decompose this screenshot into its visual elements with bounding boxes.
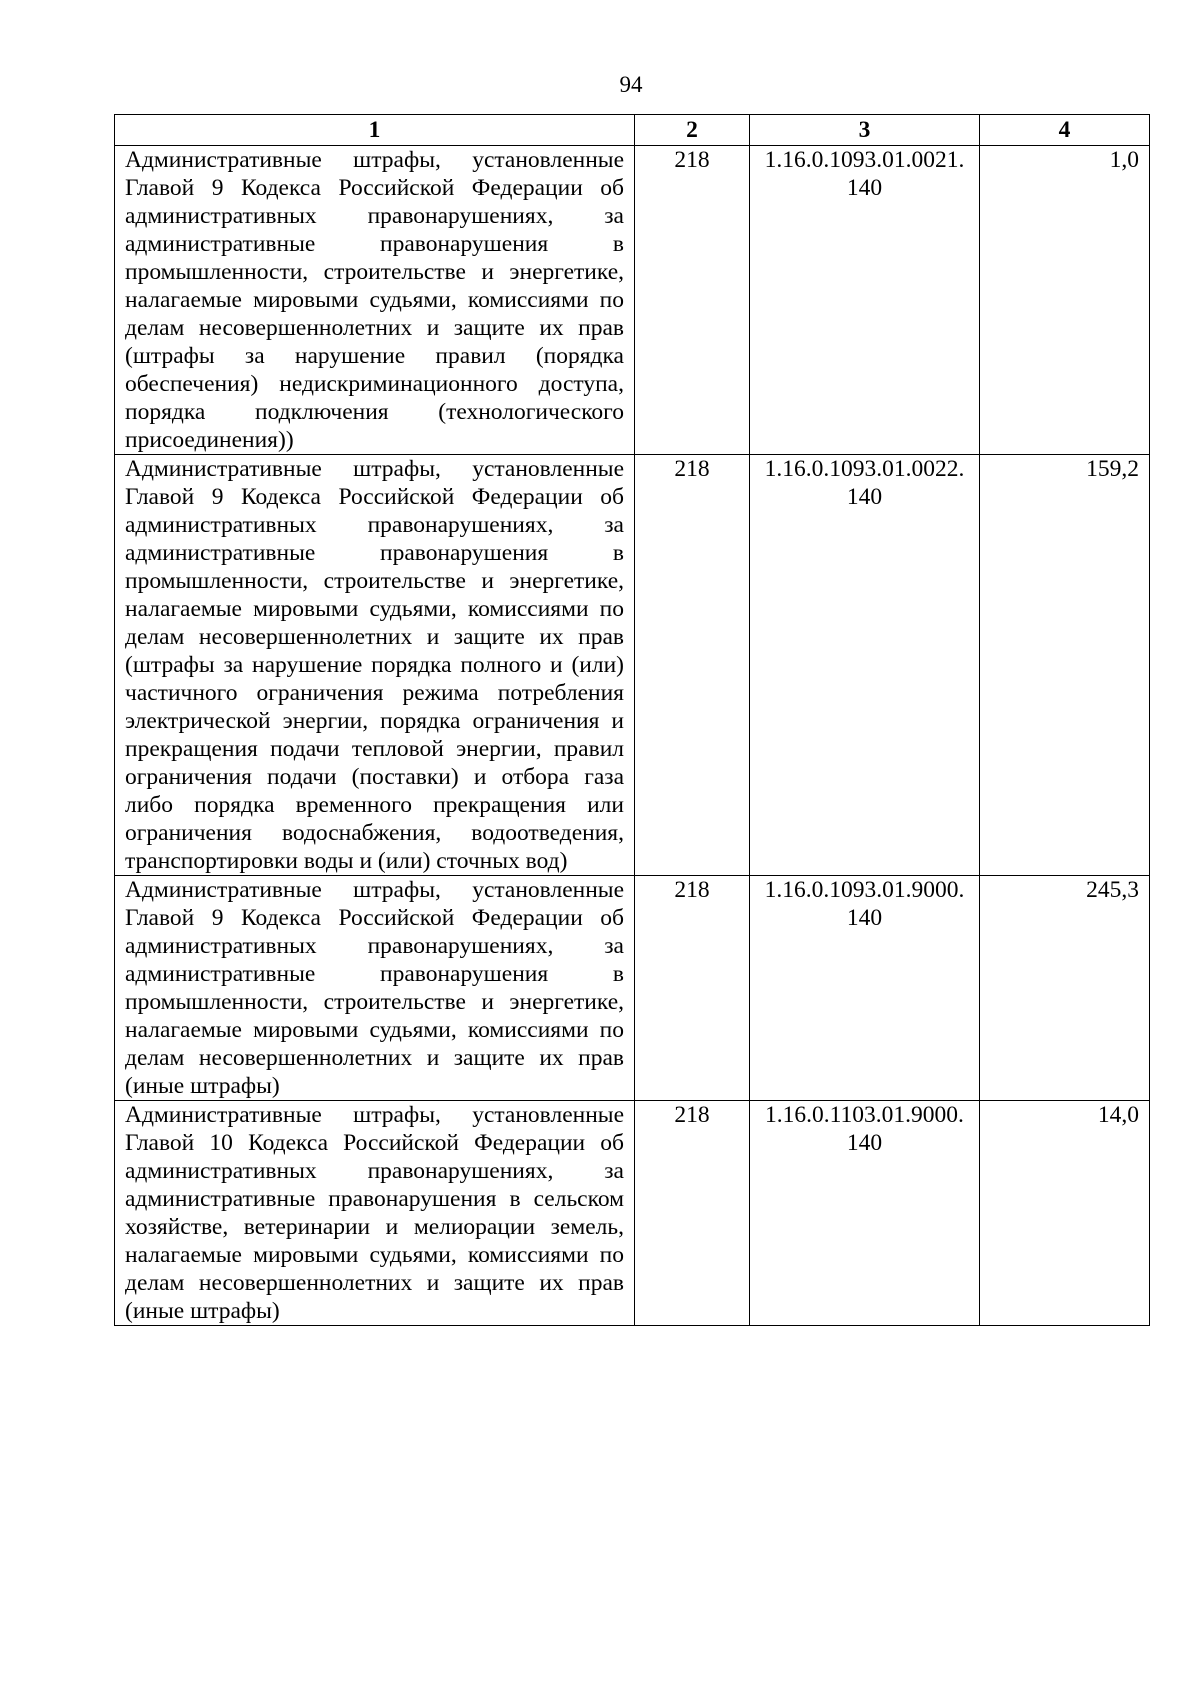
row-description: Административные штрафы, установленные Главой 9 Кодекса Российской Федерации об административных правонарушениях, за административные правонарушения в промышленности, строительстве и энергетике, налагаемые мировыми судьями, комиссиями по делам несовершеннолетних и защите их прав (иные штрафы) [115,876,635,1101]
income-code-main: 1.16.0.1093.01.9000. [764,877,965,903]
row-income-code [750,455,980,876]
row-income-code [750,876,980,1101]
table-row [115,455,1150,876]
row-amount: 245,3 [980,876,1150,1101]
row-amount: 14,0 [980,1101,1150,1326]
table-header-row [115,115,1150,146]
page-number: 94 [619,72,643,97]
row-admin-code: 218 [635,876,750,1101]
income-code-suffix: 140 [846,175,883,201]
income-code-main: 1.16.0.1093.01.0021. [764,147,965,173]
row-description: Административные штрафы, установленные Главой 9 Кодекса Российской Федерации об административных правонарушениях, за административные правонарушения в промышленности, строительстве и энергетике, налагаемые мировыми судьями, комиссиями по делам несовершеннолетних и защите их прав (штрафы за нарушение порядка полного и (или) частичного ограничения режима потребления электрической энергии, порядка ограничения и прекращения подачи тепловой энергии, правил ограничения подачи (поставки) и отбора газа либо порядка временного прекращения или ограничения водоснабжения, водоотведения, транспортировки воды и (или) сточных вод) [115,455,635,876]
row-description: Административные штрафы, установленные Главой 9 Кодекса Российской Федерации об административных правонарушениях, за административные правонарушения в промышленности, строительстве и энергетике, налагаемые мировыми судьями, комиссиями по делам несовершеннолетних и защите их прав (штрафы за нарушение правил (порядка обеспечения) недискриминационного доступа, порядка подключения (технологического присоединения)) [115,146,635,455]
row-income-code [750,1101,980,1326]
column-header-4: 4 [980,115,1150,146]
row-description: Административные штрафы, установленные Главой 10 Кодекса Российской Федерации об административных правонарушениях, за административные правонарушения в сельском хозяйстве, ветеринарии и мелиорации земель, налагаемые мировыми судьями, комиссиями по делам несовершеннолетних и защите их прав (иные штрафы) [115,1101,635,1326]
budget-table [114,114,1150,1326]
table-row [115,146,1150,455]
row-admin-code: 218 [635,455,750,876]
row-admin-code: 218 [635,146,750,455]
column-header-3: 3 [750,115,980,146]
income-code-suffix: 140 [846,484,883,510]
row-income-code [750,146,980,455]
column-header-2: 2 [635,115,750,146]
row-amount: 1,0 [980,146,1150,455]
income-code-suffix: 140 [846,905,883,931]
income-code-suffix: 140 [846,1130,883,1156]
column-header-1: 1 [115,115,635,146]
row-amount: 159,2 [980,455,1150,876]
income-code-main: 1.16.0.1093.01.0022. [764,456,965,482]
income-code-main: 1.16.0.1103.01.9000. [765,1102,964,1128]
row-admin-code: 218 [635,1101,750,1326]
table-row [115,876,1150,1101]
table-row [115,1101,1150,1326]
